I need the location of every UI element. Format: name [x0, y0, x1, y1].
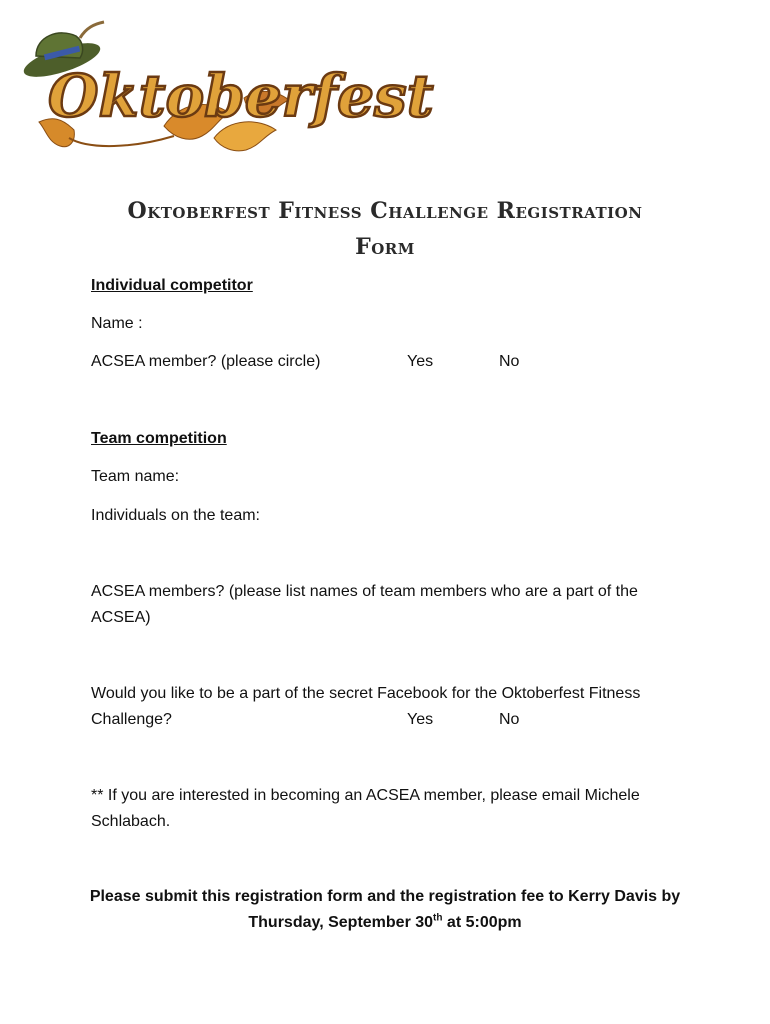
- membership-note-line2: Schlabach.: [91, 813, 171, 830]
- submit-date-suffix: th: [433, 912, 443, 924]
- submit-time: at 5:00pm: [442, 914, 522, 931]
- individual-no-option[interactable]: No: [499, 353, 520, 370]
- form-title: [60, 193, 710, 265]
- form-title-line1: Oktoberfest Fitness Challenge Registration: [127, 198, 643, 224]
- facebook-yes-option[interactable]: Yes: [407, 711, 434, 728]
- acsea-member-question: ACSEA member? (please circle): [91, 353, 321, 370]
- membership-note-line1: ** If you are interested in becoming an ACSEA member, please email Michele: [91, 787, 640, 804]
- facebook-question-line1: Would you like to be a part of the secret Facebook for the Oktoberfest Fitness: [91, 685, 641, 702]
- submit-date: Thursday, September 30: [248, 914, 434, 931]
- individual-yes-option[interactable]: Yes: [407, 353, 434, 370]
- form-title-line2: Form: [355, 234, 415, 260]
- team-members-question-line1: ACSEA members? (please list names of team members who are a part of the: [91, 583, 638, 600]
- team-members-question-line2: ACSEA): [91, 609, 151, 626]
- submit-line2: [60, 910, 710, 936]
- team-individuals-label: Individuals on the team:: [91, 507, 260, 524]
- team-heading: Team competition: [91, 430, 227, 447]
- submit-line1: Please submit this registration form and the registration fee to Kerry Davis by: [89, 888, 681, 905]
- name-label: Name :: [91, 315, 143, 332]
- logo-text: Oktoberfest: [48, 62, 434, 130]
- oktoberfest-logo: [14, 18, 434, 158]
- individual-heading: Individual competitor: [91, 277, 253, 294]
- team-name-label: Team name:: [91, 468, 180, 485]
- facebook-question-line2: Challenge?: [91, 711, 172, 728]
- facebook-no-option[interactable]: No: [499, 711, 520, 728]
- submit-instructions: [60, 884, 710, 936]
